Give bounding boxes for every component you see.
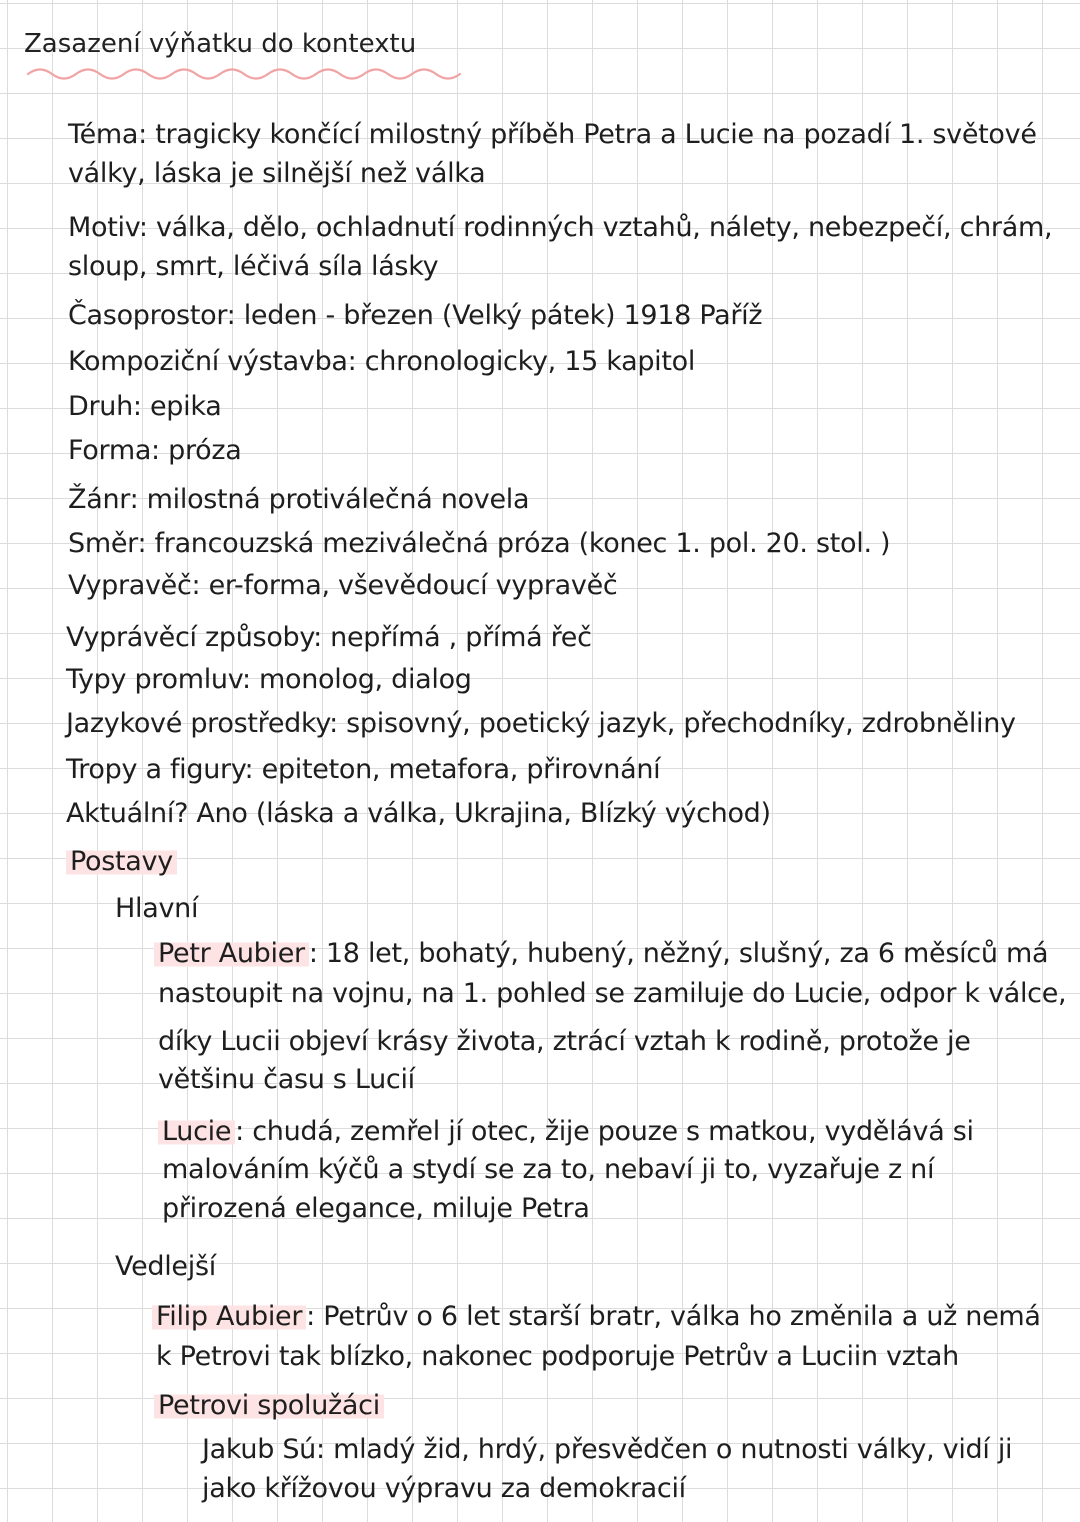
petr-desc-1: : 18 let, bohatý, hubený, něžný, slušný, za 6 měsíců má: [308, 938, 1049, 969]
filip-line-1: [156, 1298, 1041, 1336]
hlavni-label: Hlavní: [115, 893, 199, 924]
motiv-line-2: sloup, smrt, léčivá síla lásky: [68, 251, 439, 282]
vedlejsi-label: Vedlejší: [115, 1251, 216, 1282]
jakub-line-2: jako křížovou výpravu za demokracií: [202, 1473, 686, 1504]
smer-line: Směr: francouzská meziválečná próza (konec 1. pol. 20. stol. ): [68, 528, 891, 559]
zanr-line: Žánr: milostná protiválečná novela: [68, 484, 530, 515]
lucie-line-1: [162, 1113, 974, 1151]
lucie-line-3: přirozená elegance, miluje Petra: [162, 1193, 590, 1224]
vypravec-line: Vypravěč: er-forma, vševědoucí vypravěč: [68, 570, 618, 601]
petr-line-4: většinu času s Lucií: [158, 1064, 415, 1095]
petr-line-1: [158, 935, 1048, 973]
postavy-title-text: Postavy: [66, 846, 177, 877]
motiv-line-1: Motiv: válka, dělo, ochladnutí rodinných vztahů, nálety, nebezpečí, chrám,: [68, 212, 1053, 243]
zpusoby-line: Vyprávěcí způsoby: nepřímá , přímá řeč: [66, 622, 592, 653]
postavy-title: [70, 843, 177, 881]
aktualni-line: Aktuální? Ano (láska a válka, Ukrajina, Blízký východ): [66, 798, 771, 829]
lucie-desc-1: : chudá, zemřel jí otec, žije pouze s matkou, vydělává si: [235, 1116, 974, 1147]
casoprostor-line: Časoprostor: leden - březen (Velký pátek) 1918 Paříž: [68, 300, 763, 331]
jazyk-line: Jazykové prostředky: spisovný, poetický jazyk, přechodníky, zdrobněliny: [66, 708, 1016, 739]
filip-line-2: k Petrovi tak blízko, nakonec podporuje Petrův a Luciin vztah: [156, 1341, 959, 1372]
heading-underline: [26, 62, 466, 84]
druh-line: Druh: epika: [68, 391, 222, 422]
forma-line: Forma: próza: [68, 435, 242, 466]
petr-line-3: díky Lucii objeví krásy života, ztrácí vztah k rodině, protože je: [158, 1026, 971, 1057]
tema-line-2: války, láska je silnější než válka: [68, 158, 486, 189]
spoluzaci-label: [158, 1387, 384, 1425]
page-heading: Zasazení výňatku do kontextu: [24, 29, 417, 59]
tropy-line: Tropy a figury: epiteton, metafora, přirovnání: [66, 754, 661, 785]
filip-name: Filip Aubier: [152, 1301, 306, 1332]
lucie-line-2: malováním kýčů a stydí se za to, nebaví ji to, vyzařuje z ní: [162, 1154, 935, 1185]
petr-name: Petr Aubier: [154, 938, 309, 969]
spoluzaci-text: Petrovi spolužáci: [154, 1390, 384, 1421]
tema-line-1: Téma: tragicky končící milostný příběh Petra a Lucie na pozadí 1. světové: [68, 119, 1037, 150]
promluvy-line: Typy promluv: monolog, dialog: [66, 664, 472, 695]
petr-line-2: nastoupit na vojnu, na 1. pohled se zamiluje do Lucie, odpor k válce,: [158, 978, 1067, 1009]
filip-desc-1: : Petrův o 6 let starší bratr, válka ho změnila a už nemá: [306, 1301, 1041, 1332]
jakub-line-1: Jakub Sú: mladý žid, hrdý, přesvědčen o nutnosti války, vidí ji: [202, 1434, 1013, 1465]
kompozice-line: Kompoziční výstavba: chronologicky, 15 kapitol: [68, 346, 696, 377]
lucie-name: Lucie: [158, 1116, 235, 1147]
